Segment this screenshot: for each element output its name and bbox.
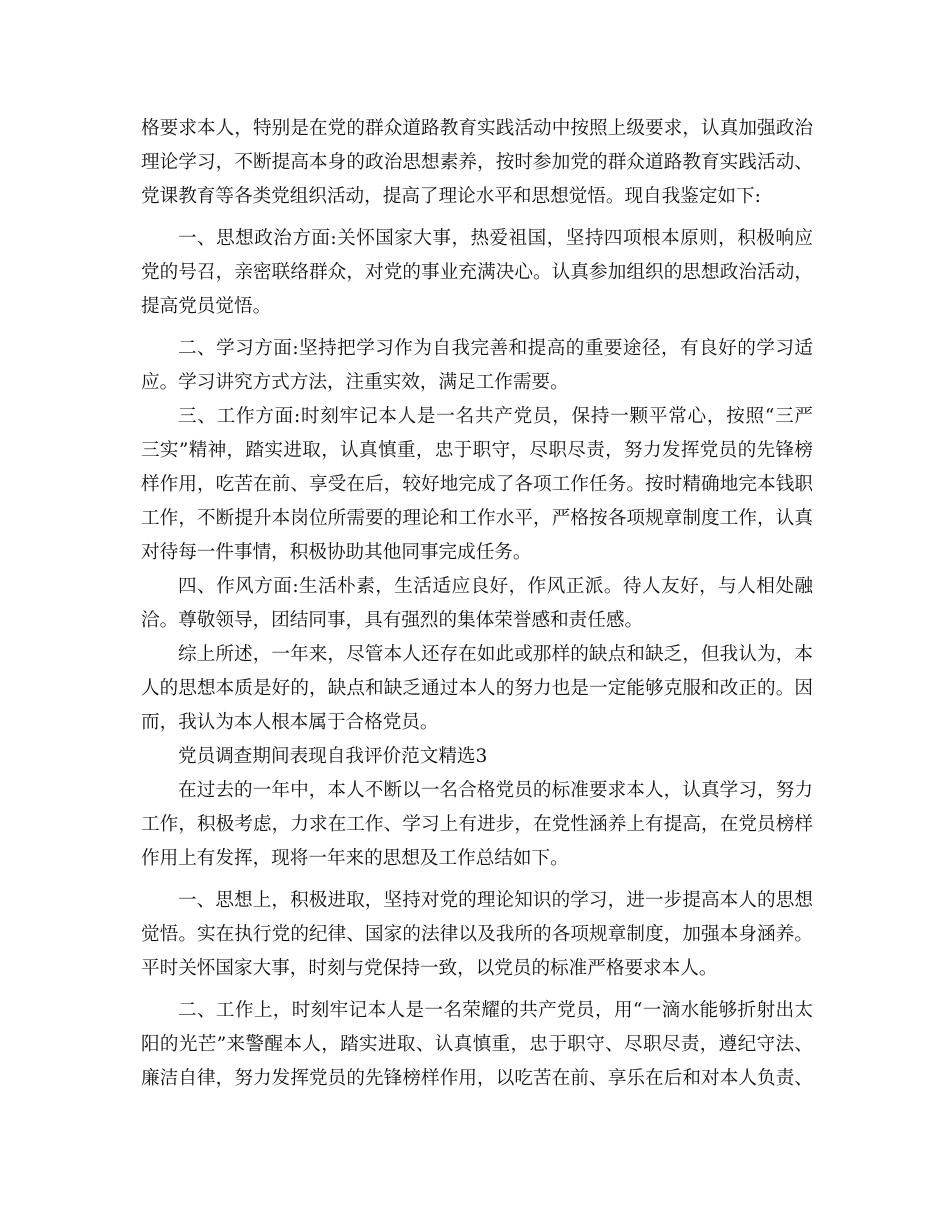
paragraph-start-line: 一、思想政治方面:关怀国家大事，热爱祖国，坚持四项根本原则，积极响应 bbox=[178, 228, 813, 249]
section-heading: 党员调查期间表现自我评价范文精选3 bbox=[178, 746, 488, 767]
text-line: 洽。尊敬领导，团结同事，具有强烈的集体荣誉感和责任感。 bbox=[141, 610, 644, 631]
text-line: 阳的光芒”来警醒本人，踏实进取、认真慎重，忠于职守、尽职尽责，遵纪守法、 bbox=[141, 1034, 813, 1055]
text-line: 平时关怀国家大事，时刻与党保持一致，以党员的标准严格要求本人。 bbox=[141, 958, 718, 979]
text-line: 觉悟。实在执行党的纪律、国家的法律以及我所的各项规章制度，加强本身涵养。 bbox=[141, 924, 813, 945]
paragraph-start-line: 二、学习方面:坚持把学习作为自我完善和提高的重要途径，有良好的学习适 bbox=[178, 338, 813, 359]
text-line: 工作，积极考虑，力求在工作、学习上有进步，在党性涵养上有提高，在党员榜样 bbox=[141, 814, 813, 835]
text-line: 应。学习讲究方式方法，注重实效，满足工作需要。 bbox=[141, 372, 569, 393]
text-line: 样作用，吃苦在前、享受在后，较好地完成了各项工作任务。按时精确地完本钱职 bbox=[141, 474, 813, 495]
text-line: 党课教育等各类党组织活动，提高了理论水平和思想觉悟。现自我鉴定如下: bbox=[141, 186, 761, 207]
text-line: 而，我认为本人根本属于合格党员。 bbox=[141, 712, 439, 733]
text-line: 党的号召，亲密联络群众，对党的事业充满决心。认真参加组织的思想政治活动， bbox=[141, 262, 813, 283]
text-line: 作用上有发挥，现将一年来的思想及工作总结如下。 bbox=[141, 848, 569, 869]
paragraph-start-line: 综上所述，一年来，尽管本人还存在如此或那样的缺点和缺乏，但我认为，本 bbox=[178, 644, 813, 665]
text-line: 三实”精神，踏实进取，认真慎重，忠于职守，尽职尽责，努力发挥党员的先锋榜 bbox=[141, 440, 813, 461]
paragraph-start-line: 在过去的一年中，本人不断以一名合格党员的标准要求本人，认真学习，努力 bbox=[178, 780, 813, 801]
text-line: 对待每一件事情，积极协助其他同事完成任务。 bbox=[141, 542, 532, 563]
text-line: 理论学习，不断提高本身的政治思想素养，按时参加党的群众道路教育实践活动、 bbox=[141, 152, 813, 173]
text-line: 人的思想本质是好的，缺点和缺乏通过本人的努力也是一定能够克服和改正的。因 bbox=[141, 678, 813, 699]
text-line: 廉洁自律，努力发挥党员的先锋榜样作用，以吃苦在前、享乐在后和对本人负责、 bbox=[141, 1068, 813, 1089]
text-line: 工作，不断提升本岗位所需要的理论和工作水平，严格按各项规章制度工作，认真 bbox=[141, 508, 813, 529]
paragraph-start-line: 一、思想上，积极进取，坚持对党的理论知识的学习，进一步提高本人的思想 bbox=[178, 890, 813, 911]
document-body bbox=[141, 112, 813, 1096]
text-line: 提高党员觉悟。 bbox=[141, 296, 272, 317]
paragraph-start-line: 三、工作方面:时刻牢记本人是一名共产党员，保持一颗平常心，按照“三严 bbox=[178, 406, 813, 427]
paragraph-start-line: 二、工作上，时刻牢记本人是一名荣耀的共产党员，用“一滴水能够折射出太 bbox=[178, 1000, 813, 1021]
text-line: 格要求本人，特别是在党的群众道路教育实践活动中按照上级要求，认真加强政治 bbox=[141, 118, 813, 139]
paragraph-start-line: 四、作风方面:生活朴素，生活适应良好，作风正派。待人友好，与人相处融 bbox=[178, 576, 813, 597]
